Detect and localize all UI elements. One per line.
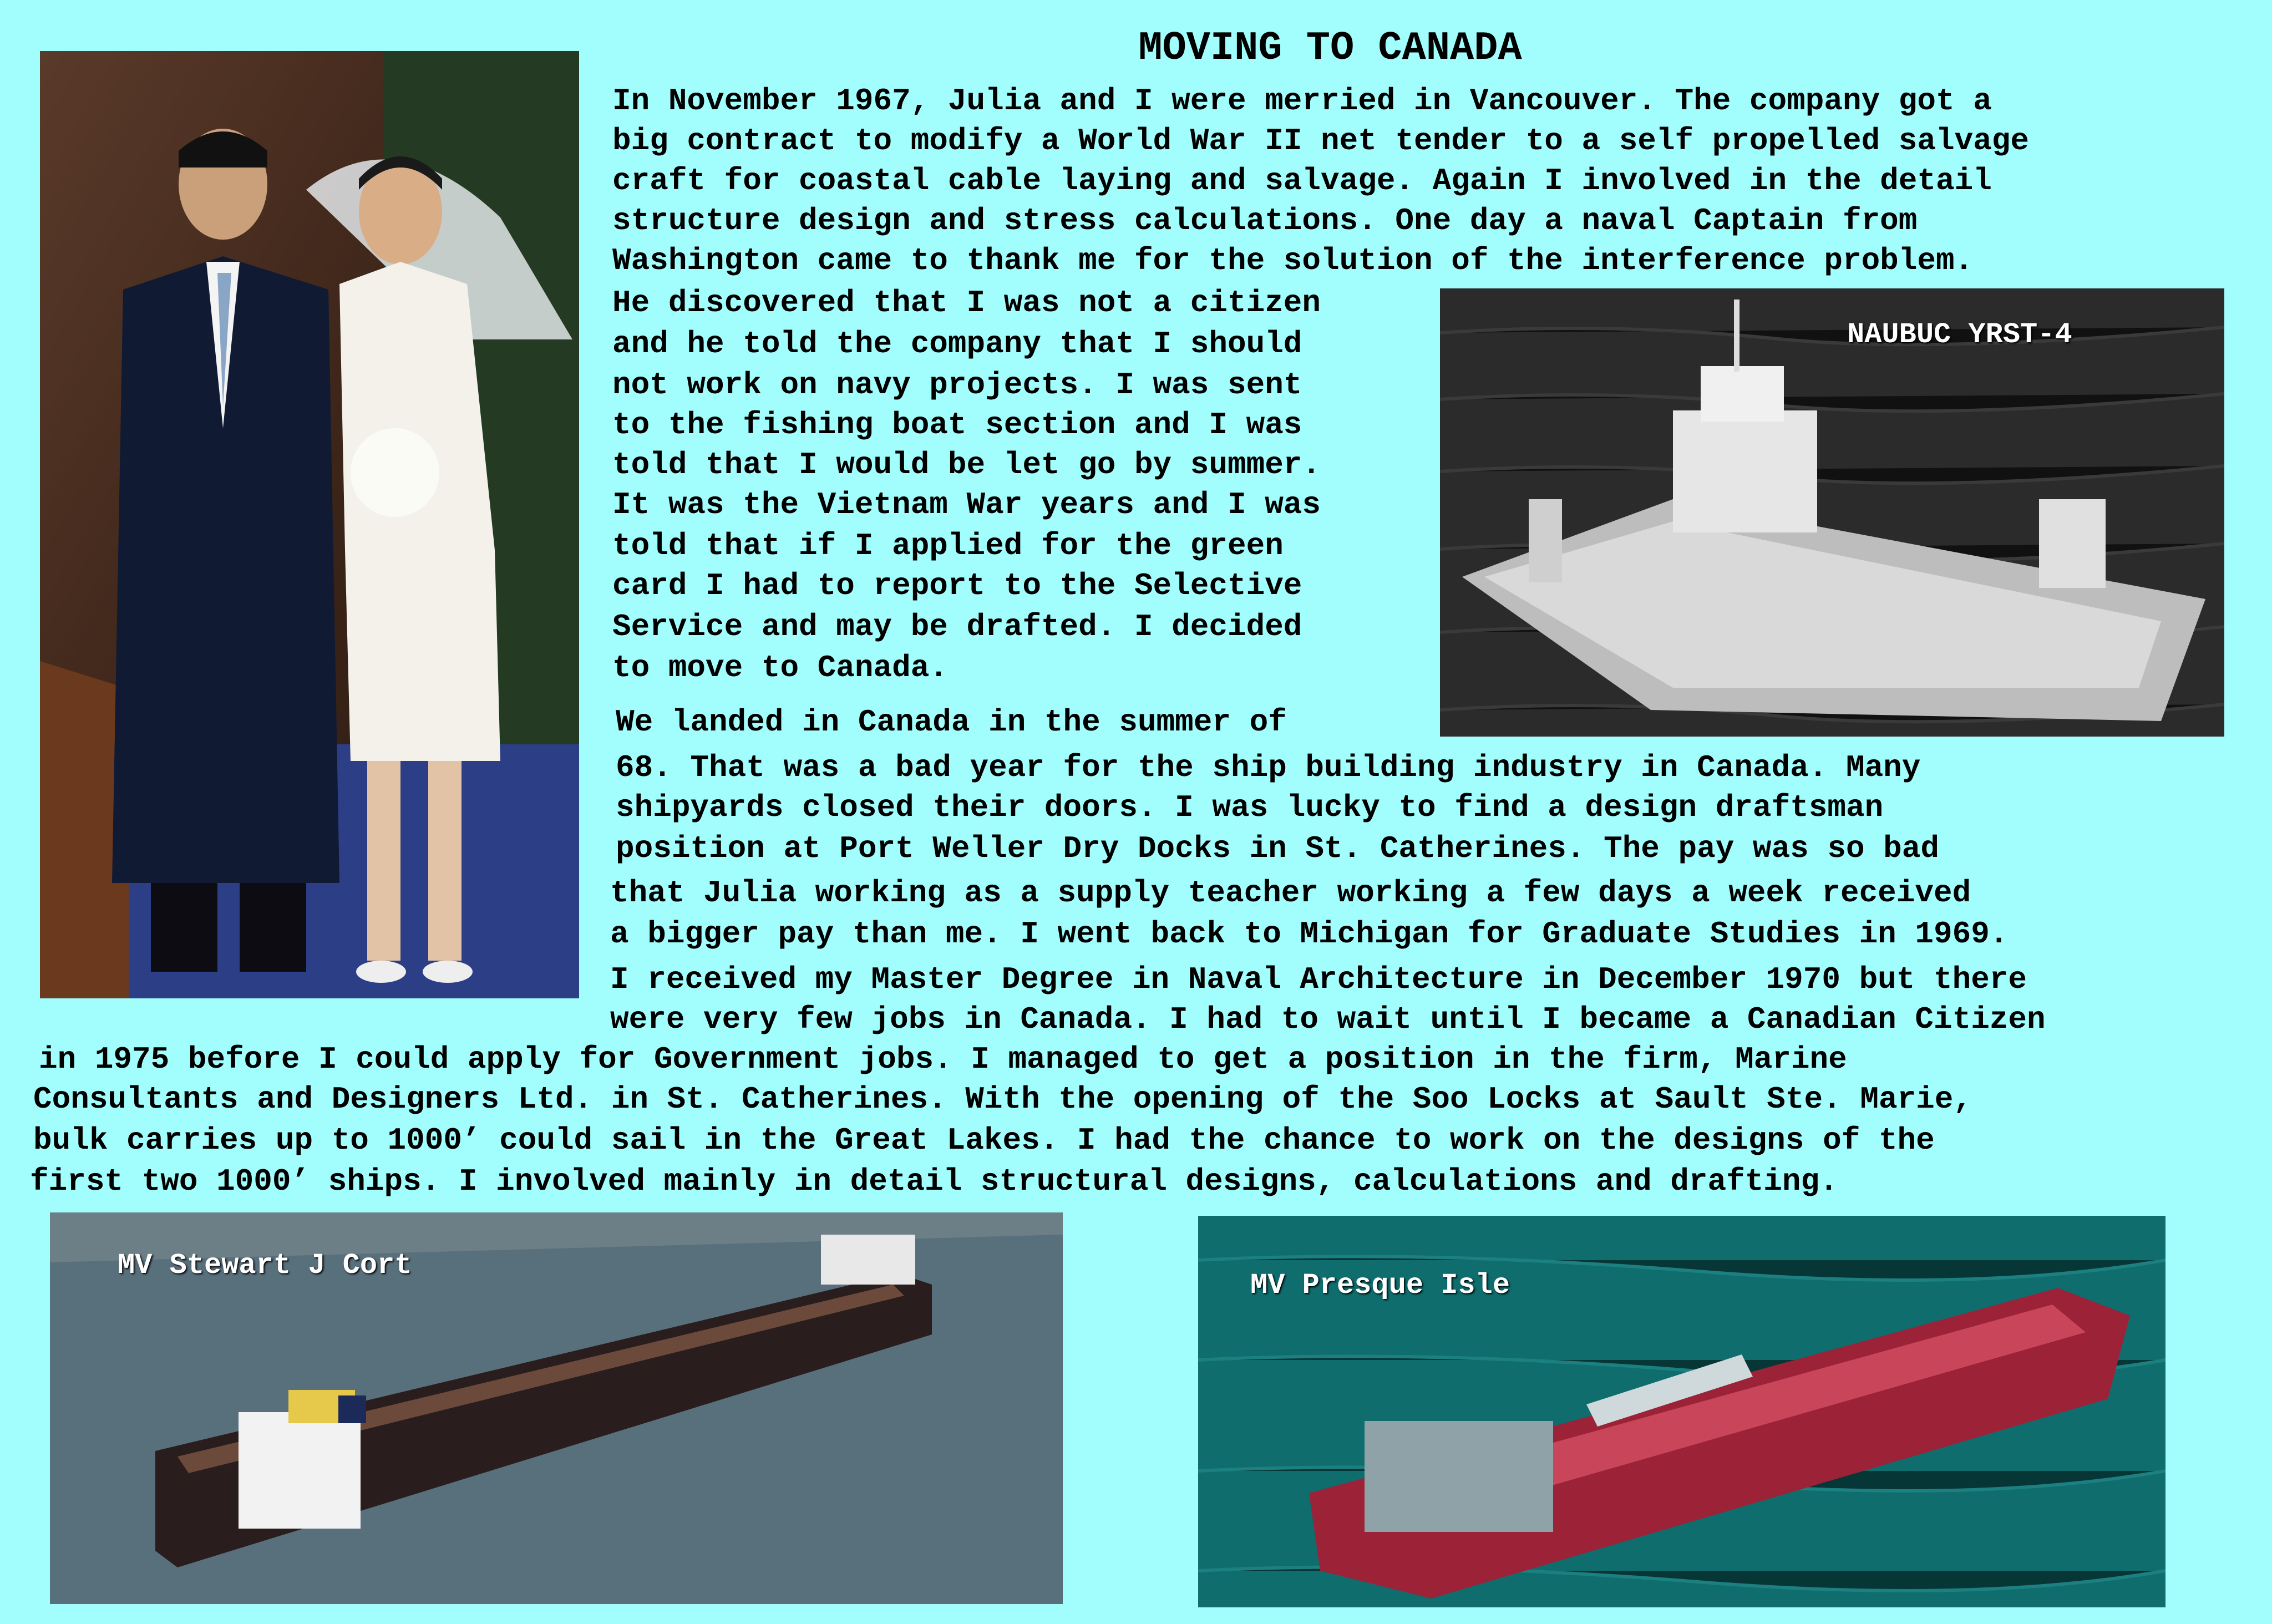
text-line-6: He discovered that I was not a citizen (612, 285, 1321, 321)
text-line-25: Consultants and Designers Ltd. in St. Catherines. With the opening of the Soo Locks at Sault Ste. Marie, (33, 1082, 1972, 1117)
text-line-10: told that I would be let go by summer. (612, 447, 1321, 483)
text-line-5: Washington came to thank me for the solution of the interference problem. (612, 243, 1974, 278)
naubuc-caption: NAUBUC YRST-4 (1847, 318, 2072, 351)
text-line-14: Service and may be drafted. I decided (612, 609, 1302, 644)
presque-isle-caption: MV Presque Isle (1250, 1269, 1510, 1302)
text-line-16: We landed in Canada in the summer of (616, 704, 1287, 740)
text-line-26: bulk carries up to 1000’ could sail in the Great Lakes. I had the chance to work on the designs of the (33, 1123, 1935, 1158)
naubuc-ship-photo (1440, 288, 2224, 737)
text-line-8: not work on navy projects. I was sent (612, 367, 1302, 403)
text-line-23: were very few jobs in Canada. I had to wait until I became a Canadian Citizen (610, 1002, 2046, 1037)
text-line-1: In November 1967, Julia and I were merried in Vancouver. The company got a (612, 83, 1992, 119)
text-line-22: I received my Master Degree in Naval Architecture in December 1970 but there (610, 962, 2027, 997)
text-line-20: that Julia working as a supply teacher working a few days a week received (610, 875, 1971, 911)
text-line-19: position at Port Weller Dry Docks in St. Catherines. The pay was so bad (616, 831, 1939, 866)
text-line-2: big contract to modify a World War II net tender to a self propelled salvage (612, 123, 2030, 159)
text-line-7: and he told the company that I should (612, 326, 1302, 362)
text-line-3: craft for coastal cable laying and salvage. Again I involved in the detail (612, 163, 1992, 199)
stewart-j-cort-caption: MV Stewart J Cort (118, 1249, 412, 1282)
text-line-15: to move to Canada. (612, 650, 948, 686)
text-line-18: shipyards closed their doors. I was lucky to find a design draftsman (616, 790, 1884, 825)
text-line-4: structure design and stress calculations. One day a naval Captain from (612, 203, 1918, 238)
text-line-9: to the fishing boat section and I was (612, 407, 1302, 443)
text-line-13: card I had to report to the Selective (612, 568, 1302, 603)
text-line-27: first two 1000’ ships. I involved mainly in detail structural designs, calculations and drafting. (30, 1164, 1838, 1199)
text-line-12: told that if I applied for the green (612, 528, 1284, 564)
text-line-21: a bigger pay than me. I went back to Michigan for Graduate Studies in 1969. (610, 916, 2009, 952)
text-line-11: It was the Vietnam War years and I was (612, 487, 1321, 522)
text-line-17: 68. That was a bad year for the ship building industry in Canada. Many (616, 750, 1921, 785)
text-line-24: in 1975 before I could apply for Government jobs. I managed to get a position in the firm, Marine (39, 1042, 1847, 1077)
wedding-photo (40, 51, 579, 998)
page-title: MOVING TO CANADA (1138, 26, 1522, 71)
